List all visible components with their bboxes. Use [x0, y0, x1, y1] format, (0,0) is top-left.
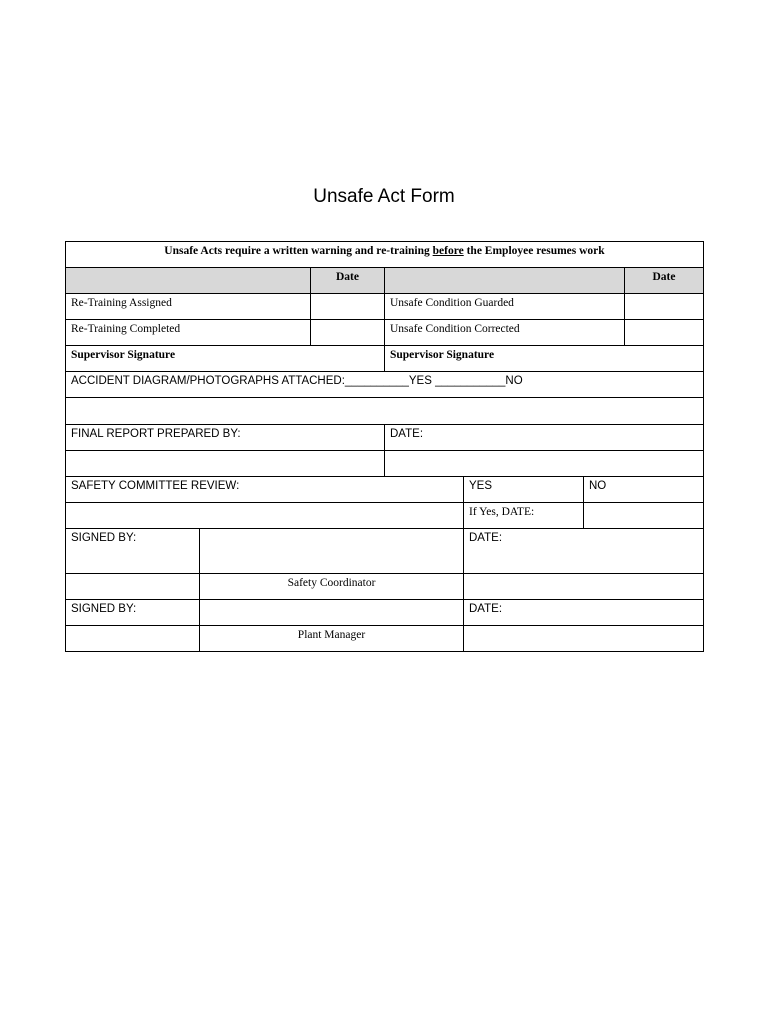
gray-header-blank-right	[385, 268, 625, 294]
date-field-1[interactable]	[464, 574, 703, 600]
safety-committee-no[interactable]: NO	[584, 477, 703, 503]
safety-committee-review-label: SAFETY COMMITTEE REVIEW:	[66, 477, 464, 503]
signed-by-blank-2	[66, 626, 200, 651]
unsafe-condition-guarded-label: Unsafe Condition Guarded	[385, 294, 625, 320]
safety-committee-blank	[66, 503, 464, 529]
date-column-header-right: Date	[625, 268, 703, 294]
retraining-assigned-label: Re-Training Assigned	[66, 294, 311, 320]
header-text-end: the Employee resumes work	[463, 245, 605, 257]
unsafe-condition-corrected-label: Unsafe Condition Corrected	[385, 320, 625, 346]
unsafe-act-form-table	[65, 241, 704, 652]
header-emphasis: before	[432, 245, 464, 257]
unsafe-condition-corrected-date-field[interactable]	[625, 320, 703, 346]
supervisor-signature-right[interactable]: Supervisor Signature	[385, 346, 703, 372]
unsafe-condition-guarded-date-field[interactable]	[625, 294, 703, 320]
safety-committee-yes[interactable]: YES	[464, 477, 584, 503]
final-report-date-label: DATE:	[385, 425, 703, 451]
final-report-prepared-by-label: FINAL REPORT PREPARED BY:	[66, 425, 385, 451]
safety-coordinator-label: Safety Coordinator	[200, 574, 464, 600]
blank-row[interactable]	[66, 398, 703, 425]
signature-field-2[interactable]	[200, 600, 464, 626]
if-yes-date-field[interactable]	[584, 503, 703, 529]
accident-diagram-row: ACCIDENT DIAGRAM/PHOTOGRAPHS ATTACHED:__________YES ___________NO	[66, 372, 703, 398]
date-column-header-left: Date	[311, 268, 385, 294]
plant-manager-label: Plant Manager	[200, 626, 464, 651]
signature-field-1[interactable]	[200, 529, 464, 574]
form-title: Unsafe Act Form	[313, 186, 455, 207]
date-label-2: DATE:	[464, 600, 703, 626]
retraining-completed-label: Re-Training Completed	[66, 320, 311, 346]
retraining-assigned-date-field[interactable]	[311, 294, 385, 320]
retraining-completed-date-field[interactable]	[311, 320, 385, 346]
date-field-2[interactable]	[464, 626, 703, 651]
supervisor-signature-left[interactable]: Supervisor Signature	[66, 346, 385, 372]
header-instruction	[66, 242, 703, 268]
header-text-start: Unsafe Acts require a written warning and re-training	[164, 245, 433, 257]
signed-by-label-1: SIGNED BY:	[66, 529, 200, 574]
final-report-prepared-by-field[interactable]	[66, 451, 385, 477]
final-report-date-field[interactable]	[385, 451, 703, 477]
date-label-1: DATE:	[464, 529, 703, 574]
gray-header-blank-left	[66, 268, 311, 294]
if-yes-date-label: If Yes, DATE:	[464, 503, 584, 529]
signed-by-label-2: SIGNED BY:	[66, 600, 200, 626]
signed-by-blank-1	[66, 574, 200, 600]
